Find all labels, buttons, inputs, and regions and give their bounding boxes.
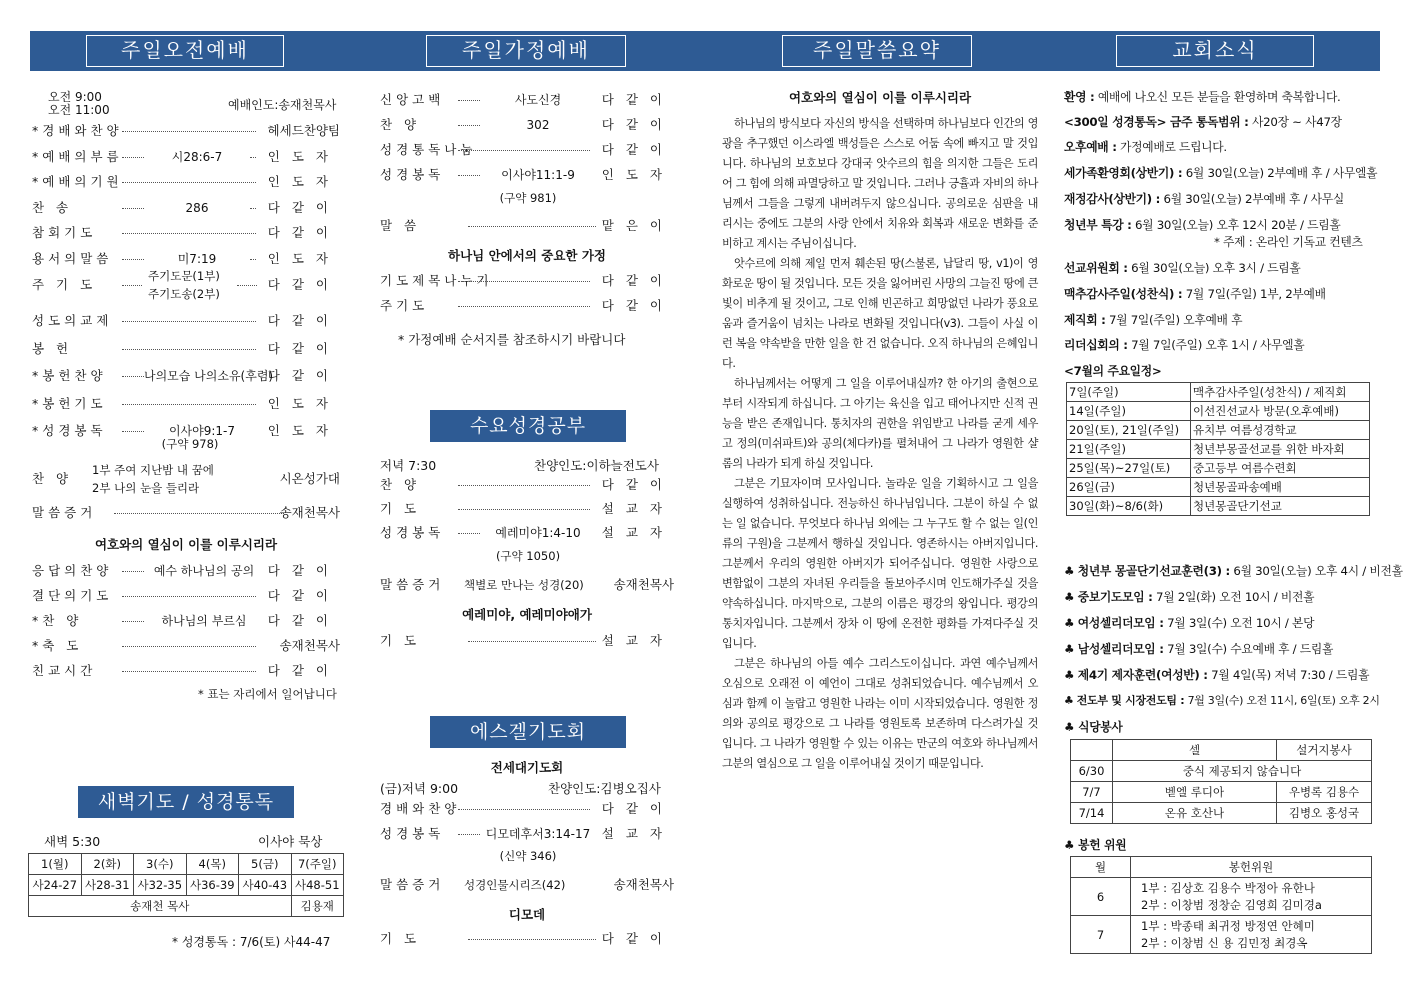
scripture-ref: (구약 1050) xyxy=(495,549,561,563)
order-leader: 다같이 xyxy=(601,298,674,313)
sermon-paragraph: 그분은 하나님의 아들 예수 그리스도이십니다. 과연 예수님께서 오심으로 오래전 이 예언이 그대로 성취되었습니다. 예수님께서 오심과 함께 이 놀랍고 영원한 나라는 이미 시작되었습니다. 영원한 정의와 공의로 평강으로 그 나라를 영원토록 보존하며 다스려가실 것입니다. 그 나라가 영원할 수 있는 이유는 만군의 여호와 하나님께서 그분의 열심으로 그 일을 이루어내실 것이기 때문입니다. xyxy=(722,657,1038,770)
dawn-time: 새벽 5:30 xyxy=(44,834,101,849)
order-label: 말씀증거 xyxy=(380,577,445,592)
order-row xyxy=(32,312,340,330)
order-leader: 송재천목사 xyxy=(279,638,340,653)
order-label: 찬 송 xyxy=(32,199,73,215)
order-label: 성경봉독 xyxy=(380,525,445,540)
order-label: *축 도 xyxy=(32,638,83,653)
meal-title: ♣ 식당봉사 xyxy=(1064,720,1123,734)
standing-note: * 표는 자리에서 일어납니다 xyxy=(198,687,337,701)
scripture-ref: (구약 978) xyxy=(161,437,219,451)
order-label: 성경봉독 xyxy=(380,167,445,182)
order-row xyxy=(380,632,674,650)
order-row xyxy=(380,500,674,518)
order-middle: 책별로 만나는 성경(20) xyxy=(464,578,584,592)
order-leader: 설교자 xyxy=(601,826,674,841)
order-label: 찬 양 xyxy=(32,471,73,486)
meal-row xyxy=(1071,803,1372,824)
offering-2nd: 2부 : 이창범 정창순 김영희 김미경a xyxy=(1141,897,1322,912)
dawn-ref: 사36-39 xyxy=(186,875,239,896)
order-row xyxy=(32,224,340,242)
wed-time: 저녁 7:30 xyxy=(380,458,437,473)
order-row xyxy=(32,637,340,655)
schedule-row xyxy=(1067,497,1370,516)
order-row xyxy=(380,272,674,290)
dawn-ref: 사48-51 xyxy=(291,875,344,896)
order-row xyxy=(380,576,674,594)
schedule-row xyxy=(1067,478,1370,497)
wednesday-study-title: 수요성경공부 xyxy=(430,410,626,442)
meal-service-table xyxy=(1070,739,1372,824)
meal-cell: 온유 호산나 xyxy=(1113,803,1277,824)
offering-month: 6 xyxy=(1071,878,1131,916)
offering-header-members: 봉헌위원 xyxy=(1131,857,1372,878)
order-leader: 다같이 xyxy=(601,931,674,946)
news-item: ♣ 제4기 제자훈련(여성반) : 7월 4일(목) 저녁 7:30 / 드림홀 xyxy=(1064,668,1370,682)
time-2: 오전 11:00 xyxy=(48,103,110,117)
sermon-paragraph: 그분은 기묘자이며 모사입니다. 놀라운 일을 기획하시고 그 일을 실행하여 성취하십니다. 전능하신 하나님입니다. 그분이 하실 수 없는 일 없습니다. 무엇보다 하나님 외에는 그 누구도 할 수 없는 일(인류의 구원)을 그분께서 행하실 것입니다. 영존하시는 아버지입니다. 그분께서 우리의 영원한 아버지가 되어주십니다. 영원한 사랑으로 변함없이 그분의 자녀된 우리들을 돌보아주시며 인도해가주실 것을 약속하십니다. 마지막으로, 그분의 이름은 평강의 왕입니다. 평강의 통치자입니다. 그분께서 장차 이 땅에 온전한 평화를 가져다주실 것입니다. xyxy=(722,477,1038,650)
scripture-ref: (구약 981) xyxy=(499,191,557,205)
schedule-row xyxy=(1067,383,1370,402)
dawn-day: 5(금) xyxy=(239,854,292,875)
order-row xyxy=(32,395,340,413)
meal-header-dish: 설거지봉사 xyxy=(1277,740,1372,761)
order-row xyxy=(32,504,340,522)
offering-row xyxy=(1071,916,1372,954)
choir-name: 시온성가대 xyxy=(279,471,340,486)
meal-header-cell: 셀 xyxy=(1113,740,1277,761)
schedule-event: 유치부 여름성경학교 xyxy=(1191,421,1370,440)
order-leader: 다같이 xyxy=(601,92,674,107)
order-middle: 미7:19 xyxy=(177,251,217,266)
order-label: *예배의기원 xyxy=(32,174,123,189)
order-leader: 다같이 xyxy=(267,277,340,292)
header-family-worship: 주일가정예배 xyxy=(426,35,626,67)
dawn-day: 1(월) xyxy=(29,854,82,875)
schedule-row xyxy=(1067,440,1370,459)
meal-dish: 우병록 김용수 xyxy=(1277,782,1372,803)
sermon-summary-text xyxy=(722,114,1038,774)
schedule-date: 20일(토), 21일(주일) xyxy=(1067,421,1191,440)
order-leader: 인도자 xyxy=(267,174,340,189)
time-1: 오전 9:00 xyxy=(48,90,102,104)
order-label: *성경봉독 xyxy=(32,423,107,438)
order-label: 봉 헌 xyxy=(32,340,73,356)
order-leader: 다같이 xyxy=(267,340,340,356)
order-row xyxy=(380,876,674,894)
family-note: * 가정예배 순서지를 참조하시기 바랍니다 xyxy=(398,332,626,347)
order-row xyxy=(380,476,674,494)
order-leader: 다같이 xyxy=(267,663,340,678)
offering-header-month: 월 xyxy=(1071,857,1131,878)
order-row xyxy=(32,173,340,191)
schedule-date: 25일(목)~27일(토) xyxy=(1067,459,1191,478)
order-leader: 다같이 xyxy=(267,563,340,578)
order-row xyxy=(32,612,340,630)
summary-title: 여호와의 열심이 이를 이루시리라 xyxy=(788,90,972,105)
header-sunday-morning: 주일오전예배 xyxy=(86,35,284,67)
meal-row xyxy=(1071,782,1372,803)
order-leader: 인도자 xyxy=(601,167,674,182)
dawn-reading-table xyxy=(28,853,344,917)
meal-row xyxy=(1071,761,1372,782)
order-leader: 다같이 xyxy=(267,225,340,240)
order-label: 기 도 xyxy=(380,931,421,946)
order-leader: 송재천목사 xyxy=(279,505,340,520)
dawn-day: 7(주일) xyxy=(291,854,344,875)
offering-1st: 1부 : 김상호 김용수 박정아 유한나 xyxy=(1141,880,1315,895)
order-label: 말씀증거 xyxy=(380,877,445,892)
news-mission: 선교위원회 : 6월 30일(오늘) 오후 3시 / 드림홀 xyxy=(1064,261,1301,275)
dawn-leader: 송재천 목사 xyxy=(29,896,292,917)
meal-dish: 김병오 홍성국 xyxy=(1277,803,1372,824)
order-middle: 286 xyxy=(185,200,209,215)
order-row xyxy=(380,930,674,948)
order-leader: 설교자 xyxy=(601,501,674,516)
dawn-ref: 사28-31 xyxy=(81,875,134,896)
prayer-1: 주기도문(1부) xyxy=(148,269,220,283)
news-item: ♣ 여성셀리더모임 : 7월 3일(수) 오전 10시 / 본당 xyxy=(1064,616,1315,630)
order-middle: 예수 하나님의 공의 xyxy=(153,564,255,578)
dawn-ref: 사24-27 xyxy=(29,875,82,896)
news-item: ♣ 청년부 몽골단기선교훈련(3) : 6월 30일(오늘) 오후 4시 / 비전홀 xyxy=(1064,564,1403,578)
choir-2: 2부 나의 눈을 들리라 xyxy=(92,481,200,495)
order-leader: 다같이 xyxy=(267,613,340,628)
schedule-event: 청년몽골단기선교 xyxy=(1191,497,1370,516)
schedule-date: 30일(화)~8/6(화) xyxy=(1067,497,1191,516)
dawn-day: 4(목) xyxy=(186,854,239,875)
ez-theme: 디모데 xyxy=(508,907,546,922)
dawn-day: 2(화) xyxy=(81,854,134,875)
schedule-row xyxy=(1067,421,1370,440)
order-row xyxy=(32,340,340,358)
news-newcomers: 세가족환영회(상반기) : 6월 30일(오늘) 2부예배 후 / 사무엘홀 xyxy=(1064,166,1378,180)
order-leader: 다같이 xyxy=(601,117,674,132)
dawn-day: 3(수) xyxy=(134,854,187,875)
dawn-ref: 사32-35 xyxy=(134,875,187,896)
reading-note: * 성경통독 : 7/6(토) 사44-47 xyxy=(172,935,331,949)
order-row xyxy=(380,116,674,134)
order-label: 참회기도 xyxy=(32,225,97,240)
order-label: *봉헌기도 xyxy=(32,395,107,411)
order-leader: 다같이 xyxy=(601,142,674,157)
order-row xyxy=(32,562,340,580)
news-item: ♣ 전도부 및 시장전도팀 : 7월 3일(수) 오전 11시, 6일(토) 오후 2시 xyxy=(1064,694,1380,707)
schedule-date: 7일(주일) xyxy=(1067,383,1191,402)
order-label: 기도제목나누기 xyxy=(380,273,493,288)
order-label: *예배의부름 xyxy=(32,148,123,164)
order-label: 찬 양 xyxy=(380,117,421,132)
news-audit: 재정감사(상반기) : 6월 30일(오늘) 2부예배 후 / 사무실 xyxy=(1064,192,1344,206)
ez-time: (금)저녁 9:00 xyxy=(380,781,459,796)
news-reading: <300일 성경통독> 금주 통독범위 : 사20장 ~ 사47장 xyxy=(1064,115,1342,129)
meal-note: 중식 제공되지 않습니다 xyxy=(1113,761,1372,782)
order-leader: 인도자 xyxy=(267,423,340,438)
order-row xyxy=(32,148,340,166)
order-label: 주기도 xyxy=(380,298,429,313)
wed-leader: 찬양인도:이하늘전도사 xyxy=(534,458,659,473)
meal-date: 6/30 xyxy=(1071,761,1113,782)
order-leader: 송재천목사 xyxy=(613,877,674,892)
worship-leader: 예배인도:송재천목사 xyxy=(228,98,337,112)
schedule-row xyxy=(1067,459,1370,478)
order-middle: 이사야11:1-9 xyxy=(501,168,575,182)
order-label: 말씀증거 xyxy=(32,505,97,520)
order-label: 기 도 xyxy=(380,501,421,516)
schedule-row xyxy=(1067,402,1370,421)
offering-row xyxy=(1071,878,1372,916)
schedule-date: 26일(금) xyxy=(1067,478,1191,497)
ezekiel-prayer-title: 에스겔기도회 xyxy=(430,716,626,748)
order-leader: 다같이 xyxy=(267,199,340,215)
order-row xyxy=(32,367,340,385)
order-label: 성경봉독 xyxy=(380,826,445,841)
meal-date: 7/7 xyxy=(1071,782,1113,803)
order-label: *경배와찬양 xyxy=(32,123,123,138)
order-row xyxy=(32,587,340,605)
order-leader: 설교자 xyxy=(601,525,674,540)
schedule-event: 이선진선교사 방문(오후예배) xyxy=(1191,402,1370,421)
header-church-news: 교회소식 xyxy=(1116,35,1314,67)
order-middle: 시28:6-7 xyxy=(171,149,223,164)
choir-row xyxy=(32,463,340,495)
order-row xyxy=(32,199,340,217)
choir-1: 1부 주여 지난밤 내 꿈에 xyxy=(92,463,214,477)
offering-table xyxy=(1070,856,1372,954)
news-welcome: 환영 : 예배에 나오신 모든 분들을 환영하며 축복합니다. xyxy=(1064,90,1341,104)
order-middle: 이사야9:1-7 xyxy=(168,424,236,438)
dawn-book: 이사야 묵상 xyxy=(258,834,323,849)
sermon-paragraph: 하나님께서는 어떻게 그 일을 이루어내실까? 한 아기의 출현으로부터 시작되게 하십니다. 그 아기는 육신을 입고 태어나지만 신적 권능을 받은 존재입니다. 통치자의 권한을 위임받고 나라를 굳게 세우고 정의(미쉬파트)와 공의(체다카)를 펼쳐내어 그 나라가 영원한 샬롬의 나라가 되게 하실 것입니다. xyxy=(722,377,1038,470)
order-row xyxy=(32,122,340,140)
order-label: 신앙고백 xyxy=(380,92,445,107)
meal-cell: 벧엘 루디아 xyxy=(1113,782,1277,803)
order-leader: 다같이 xyxy=(601,477,674,492)
dawn-prayer-title: 새벽기도 / 성경통독 xyxy=(78,786,294,818)
order-leader: 송재천목사 xyxy=(613,577,674,592)
ez-leader: 찬양인도:김병오집사 xyxy=(548,781,661,796)
order-middle: 성경인물시리즈(42) xyxy=(464,878,566,892)
order-row xyxy=(380,825,674,843)
order-middle: 하나님의 부르심 xyxy=(161,614,247,628)
prayer-2: 주기도송(2부) xyxy=(148,287,220,301)
news-youth: 청년부 특강 : 6월 30일(오늘) 오후 12시 20분 / 드림홀 xyxy=(1064,218,1341,232)
news-deacons: 제직회 : 7월 7일(주일) 오후예배 후 xyxy=(1064,313,1243,327)
schedule-event: 청년몽골파송예배 xyxy=(1191,478,1370,497)
scripture-ref: (신약 346) xyxy=(499,849,557,863)
news-item: ♣ 남성셀리더모임 : 7월 3일(수) 수요예배 후 / 드림홀 xyxy=(1064,642,1334,656)
order-middle: 사도신경 xyxy=(514,93,562,107)
order-row xyxy=(32,269,340,301)
order-row xyxy=(32,250,340,268)
dawn-leader-2: 김용재 xyxy=(291,896,344,917)
order-leader: 인도자 xyxy=(267,250,340,266)
news-afternoon: 오후예배 : 가정예배로 드립니다. xyxy=(1064,140,1227,154)
meal-date: 7/14 xyxy=(1071,803,1113,824)
news-harvest: 맥추감사주일(성찬식) : 7월 7일(주일) 1부, 2부예배 xyxy=(1064,287,1326,301)
order-leader: 다같이 xyxy=(601,273,674,288)
order-row xyxy=(32,662,340,680)
sermon-title: 여호와의 열심이 이를 이루시리라 xyxy=(94,537,278,552)
order-row xyxy=(380,141,674,159)
order-leader: 헤세드찬양팀 xyxy=(267,123,340,138)
order-middle: 302 xyxy=(526,118,550,132)
order-label: *봉헌찬양 xyxy=(32,368,107,383)
schedule-date: 21일(주일) xyxy=(1067,440,1191,459)
family-theme: 하나님 안에서의 중요한 가정 xyxy=(448,248,606,263)
order-label: 친교시간 xyxy=(32,663,97,678)
wed-theme: 예레미야, 예레미야애가 xyxy=(462,607,592,622)
schedule-title: <7월의 주요일정> xyxy=(1064,364,1162,378)
news-leadership: 리더십회의 : 7월 7일(주일) 오후 1시 / 사무엘홀 xyxy=(1064,338,1305,352)
order-label: 응답의찬양 xyxy=(32,563,113,578)
order-row xyxy=(380,166,674,184)
order-label: 성경통독나눔 xyxy=(380,142,477,157)
order-row xyxy=(380,217,674,235)
news-youth-topic: * 주제 : 온라인 기독교 컨텐츠 xyxy=(1214,235,1363,249)
schedule-event: 청년부몽골선교를 위한 바자회 xyxy=(1191,440,1370,459)
order-row xyxy=(380,297,674,315)
offering-title: ♣ 봉헌 위원 xyxy=(1064,838,1127,852)
order-label: 성도의교제 xyxy=(32,313,113,328)
order-leader: 다같이 xyxy=(267,368,340,383)
order-leader: 다같이 xyxy=(601,801,674,816)
order-leader: 설교자 xyxy=(601,633,674,648)
order-label: 용서의말씀 xyxy=(32,250,113,266)
order-leader: 다같이 xyxy=(267,588,340,603)
dawn-ref: 사40-43 xyxy=(239,875,292,896)
order-label: 결단의기도 xyxy=(32,588,113,603)
order-leader: 맡은이 xyxy=(601,218,674,233)
order-leader: 인도자 xyxy=(267,148,340,164)
schedule-event: 중고등부 여름수련회 xyxy=(1191,459,1370,478)
order-label: 기 도 xyxy=(380,633,421,648)
offering-month: 7 xyxy=(1071,916,1131,954)
order-label: *찬 양 xyxy=(32,613,83,628)
order-leader: 다같이 xyxy=(267,313,340,328)
order-middle: 디모데후서3:14-17 xyxy=(485,827,591,841)
sermon-paragraph: 앗수르에 의해 제일 먼저 훼손된 땅(스불론, 납달리 땅, v1)이 영화로운 땅이 될 것입니다. 모든 것을 잃어버린 사망의 그늘진 땅에 큰 빛이 비추게 될 것이고, 그로 인해 빈곤하고 희망없던 나라가 풍요로움과 즐거움이 넘치는 나라로 변화될 것입니다(v3). 그들이 사실 이런 복을 약속받을 만한 일을 한 건 없습니다. 오직 하나님의 은혜입니다. xyxy=(722,257,1038,370)
ez-subtitle: 전세대기도회 xyxy=(490,760,564,775)
order-row xyxy=(380,91,674,109)
header-sermon-summary: 주일말씀요약 xyxy=(782,35,972,67)
sermon-paragraph: 하나님의 방식보다 자신의 방식을 선택하며 하나님보다 인간의 영광을 추구했던 이스라엘 백성들은 스스로 어둠 속에 빠지고 말 것입니다. 하나님의 보호보다 강대국 앗수르의 힘을 의지한 그들은 도리어 그 힘에 의해 파멸당하고 말 것입니다. 그러나 긍휼과 자비의 하나님께서 그들을 그렇게 내버려두지 않으십니다. 공의로운 심판을 내리시는 중에도 그분의 사랑 안에서 치유와 회복과 새로운 변화를 준비하고 계시는 주님이십니다. xyxy=(722,117,1038,250)
schedule-event: 맥추감사주일(성찬식) / 제직회 xyxy=(1191,383,1370,402)
order-middle: 예레미야1:4-10 xyxy=(495,526,581,540)
news-item: ♣ 중보기도모임 : 7월 2일(화) 오전 10시 / 비전홀 xyxy=(1064,590,1315,604)
offering-2nd: 2부 : 이창범 신 용 김민정 최경옥 xyxy=(1141,935,1308,950)
order-middle: 나의모습 나의소유(후렴) xyxy=(144,369,274,383)
offering-1st: 1부 : 박종태 최귀정 방정연 안혜미 xyxy=(1141,918,1315,933)
order-row xyxy=(380,524,674,542)
order-label: 말 씀 xyxy=(380,218,421,233)
order-leader: 인도자 xyxy=(267,395,340,411)
july-schedule-table xyxy=(1066,382,1370,516)
order-label: 찬 양 xyxy=(380,477,421,492)
order-label: 주 기 도 xyxy=(32,277,97,292)
schedule-date: 14일(주일) xyxy=(1067,402,1191,421)
order-row xyxy=(380,800,674,818)
order-label: 경배와찬양 xyxy=(380,801,461,816)
